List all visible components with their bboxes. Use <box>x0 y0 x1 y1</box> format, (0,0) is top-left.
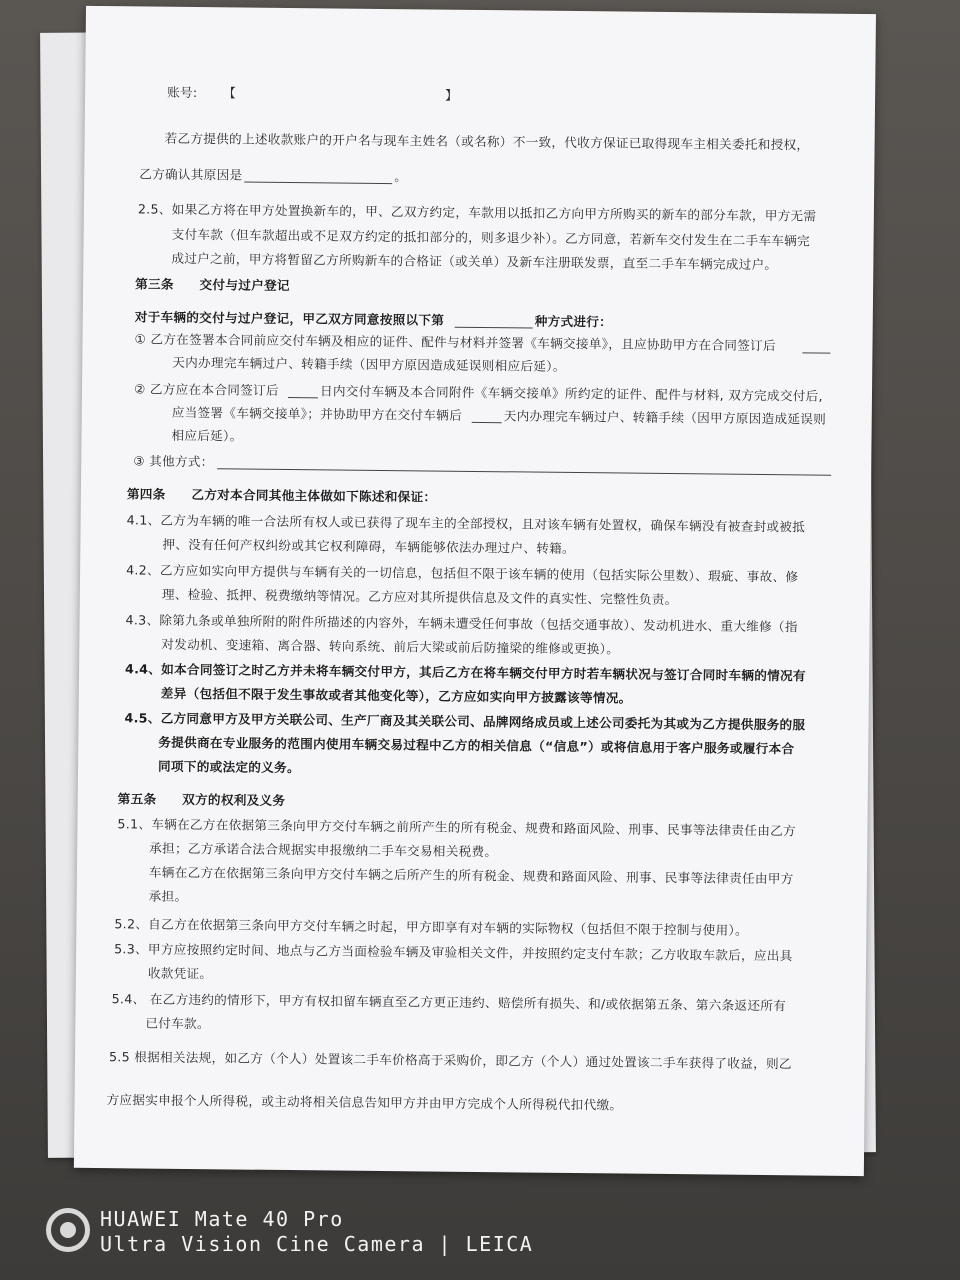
article-3-option-1-line1: ① 乙方在签署本合同前应交付车辆及相应的证件、配件与材料并签署《车辆交接单》，且应协助甲方在合同签订后 <box>134 331 776 354</box>
article-3-option-2-line1b: 日内交付车辆及本合同附件《车辆交接单》所约定的证件、配件与材料, 双方完成交付后, <box>319 383 823 404</box>
article-3-option-2-line2b: 天内办理完车辆过户、转籍手续（因甲方原因造成延误则 <box>503 408 827 427</box>
clause-4-2-line1: 4.2、乙方应如实向甲方提供与车辆有关的一切信息，包括但不限于该车辆的使用（包括实际公里数）、瑕疵、事故、修 <box>126 562 799 585</box>
reason-blank <box>244 182 392 185</box>
option-1-days-blank <box>802 352 830 353</box>
clause-4-5-line1: 4.5、乙方同意甲方及甲方关联公司、生产厂商及其关联公司、品牌网络成员或上述公司委托为其或为乙方提供服务的服 <box>124 710 806 733</box>
clause-4-4-line2: 差异（包括但不限于发生事故或者其他变化等），乙方应如实向甲方披露该等情况。 <box>160 685 632 706</box>
clause-5-3-line2: 收款凭证。 <box>147 965 213 982</box>
other-method-blank <box>217 468 831 475</box>
clause-5-1-line3: 车辆在乙方在依据第三条向甲方交付车辆之后所产生的所有税金、规费和路面风险、刑事、民事等法律责任由甲方 <box>148 864 794 887</box>
clause-2-5-line1: 2.5、如果乙方将在甲方处置换新车的，甲、乙双方约定，车款用以抵扣乙方向甲方所购买的新车的部分车款，甲方无需 <box>137 201 817 224</box>
method-number-blank <box>455 327 533 329</box>
clause-5-3-line1: 5.3、甲方应按照约定时间、地点与乙方当面检验车辆及审验相关文件，并按照约定支付车款；乙方收取车款后，应出具 <box>114 941 793 964</box>
clause-5-2: 5.2、自乙方在依据第三条向甲方交付车辆之时起，甲方即享有对车辆的实际物权（包括但不限于控制与使用）。 <box>114 916 748 938</box>
article-3-title: 第三条 交付与过户登记 <box>135 276 290 294</box>
clause-5-5-line2: 方应据实申报个人所得税，或主动将相关信息告知甲方并由甲方完成个人所得税代扣代缴。 <box>106 1092 623 1113</box>
clause-2-5-line3: 成过户之前，甲方将暂留乙方所购新车的合格证（或关单）及新车注册联发票，直至二手车车辆完成过户。 <box>171 250 778 273</box>
clause-4-5-line2: 务提供商在专业服务的范围内使用车辆交易过程中乙方的相关信息（“信息”）或将信息用于客户服务或履行本合 <box>158 734 795 757</box>
paragraph-reason-end: 。 <box>394 169 408 185</box>
clause-4-3-line1: 4.3、除第九条或单独所附的附件所描述的内容外，车辆未遭受任何事故（包括交通事故）、发动机进水、重大维修（指 <box>125 612 798 635</box>
article-4-title: 第四条 乙方对本合同其他主体做如下陈述和保证： <box>126 486 437 505</box>
clause-4-2-line2: 理、检验、抵押、税费缴纳等情况。乙方应对其所提供信息及文件的真实性、完整性负责。 <box>161 586 678 608</box>
article-3-option-2-line2a: 应当签署《车辆交接单》；并协助甲方在交付车辆后 <box>171 404 463 423</box>
article-3-option-3: ③ 其他方式： <box>133 453 214 470</box>
paragraph-account-mismatch: 若乙方提供的上述收款账户的开户名与现车主姓名（或名称）不一致，代收方保证已取得现车主相关委托和授权， <box>164 130 810 153</box>
option-2-transfer-days-blank <box>472 422 502 423</box>
contract-page <box>74 6 876 1176</box>
camera-watermark-lens: Ultra Vision Cine Camera | LEICA <box>100 1232 534 1256</box>
clause-2-5-line2: 支付车款（但车款超出或不足双方约定的抵扣部分的，则多退少补）。乙方同意，若新车交付发生在二手车车辆完 <box>171 226 811 249</box>
clause-4-1-line2: 押、没有任何产权纠纷或其它权利障碍，车辆能够依法办理过户、转籍。 <box>162 536 576 557</box>
paragraph-reason: 乙方确认其原因是 <box>139 166 243 183</box>
clause-5-1-line1: 5.1、车辆在乙方在依据第三条向甲方交付车辆之前所产生的所有税金、规费和路面风险、刑事、民事等法律责任由乙方 <box>117 816 797 839</box>
account-bracket-open: 【 <box>223 85 237 101</box>
clause-4-5-line3: 同项下的或法定的义务。 <box>157 758 300 776</box>
article-5-title: 第五条 双方的权利及义务 <box>117 791 286 808</box>
account-bracket-close: 】 <box>445 87 459 103</box>
camera-watermark-model: HUAWEI Mate 40 Pro <box>100 1207 344 1231</box>
article-3-intro-b: 种方式进行： <box>534 313 613 330</box>
clause-5-4-line1: 5.4、 在乙方违约的情形下，甲方有权扣留车辆直至乙方更正违约、赔偿所有损失、和/或依据第五条、第六条返还所有 <box>111 991 787 1014</box>
clause-5-1-line2: 承担；乙方承诺合法合规据实申报缴纳二手车交易相关税费。 <box>149 840 498 860</box>
account-label: 账号: <box>167 84 198 101</box>
clause-4-3-line2: 对发动机、变速箱、离合器、转向系统、前后大梁或前后防撞梁的维修或更换）。 <box>161 636 620 657</box>
option-2-days-blank <box>288 397 318 398</box>
clause-5-5-line1: 5.5 根据相关法规，如乙方（个人）处置该二手车价格高于采购价，即乙方（个人）通过处置该二手车获得了收益，则乙 <box>108 1049 792 1072</box>
article-3-option-2-line1a: ② 乙方应在本合同签订后 <box>133 381 279 398</box>
article-3-option-2-line3: 相应后延）。 <box>171 427 243 444</box>
clause-4-1-line1: 4.1、乙方为车辆的唯一合法所有权人或已获得了现车主的全部授权，且对该车辆有处置权，确保车辆没有被查封或被抵 <box>126 512 806 535</box>
clause-5-4-line2: 已付车款。 <box>145 1015 210 1032</box>
article-3-intro-a: 对于车辆的交付与过户登记，甲乙双方同意按照以下第 <box>134 309 445 328</box>
clause-5-1-line4: 承担。 <box>148 888 188 904</box>
leica-camera-icon <box>46 1208 90 1252</box>
article-3-option-1-line2: 天内办理完车辆过户、转籍手续（因甲方原因造成延误则相应后延）。 <box>172 354 566 374</box>
clause-4-4-line1: 4.4、如本合同签订之时乙方并未将车辆交付甲方，其后乙方在将车辆交付甲方时若车辆状况与签订合同时车辆的情况有 <box>125 661 806 684</box>
